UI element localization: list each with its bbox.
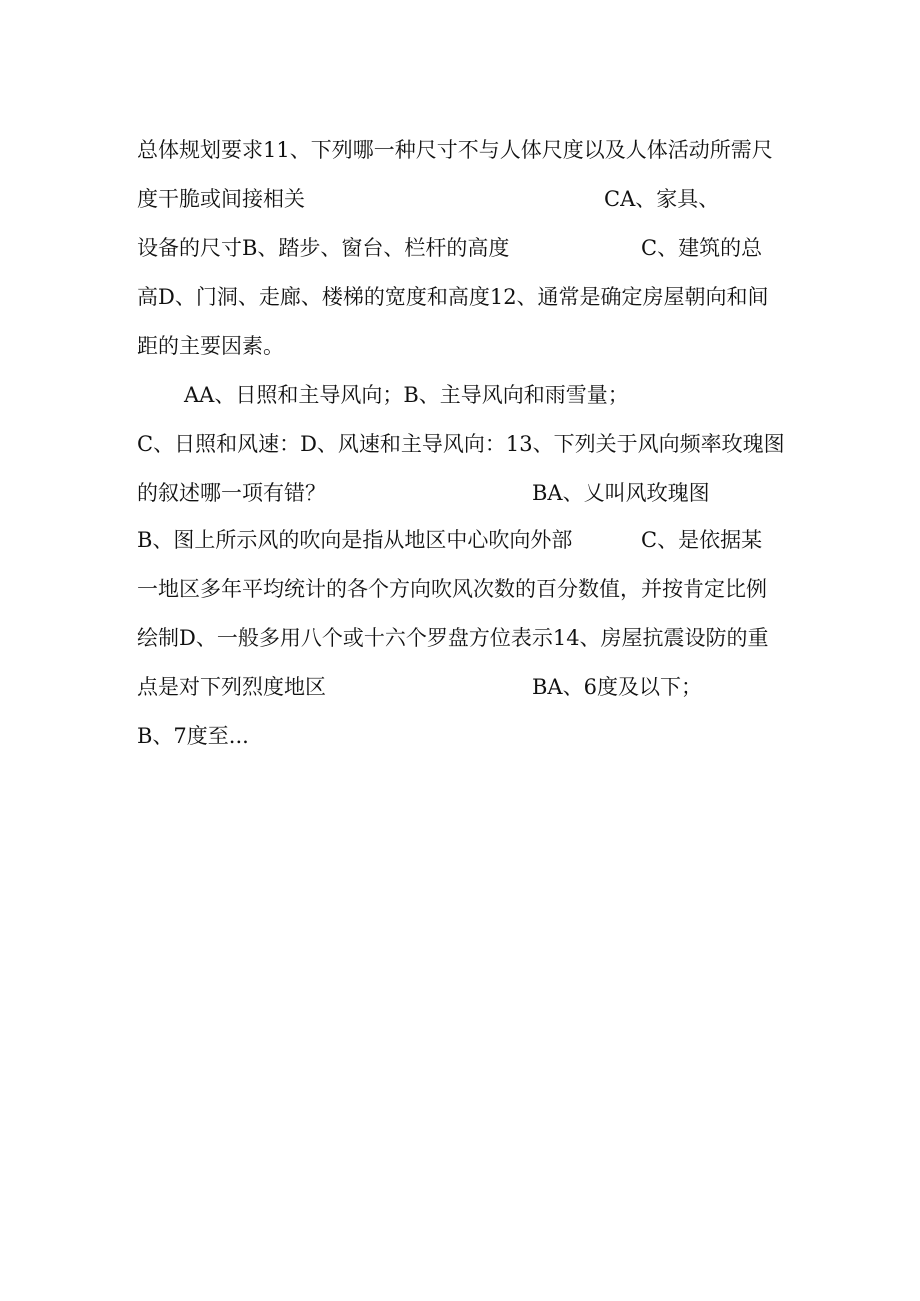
text-line-10 [0,574,767,604]
text-segment: 度干脆或间接相关 [137,187,305,211]
text-segment: 高D、门洞、走廊、楼梯的宽度和高度12、通常是确定房屋朝向和间 [137,285,769,309]
text-segment: AA、日照和主导风向；B、主导风向和雨雪量； [184,383,629,407]
text-segment: BA、6度及以下； [532,675,702,699]
text-line-4 [0,282,769,312]
text-line-5 [0,331,284,361]
text-line-6 [0,380,629,410]
text-line-9 [0,525,763,555]
text-segment: B、7度至... [137,724,249,748]
text-segment: 绘制D、一般多用八个或十六个罗盘方位表示14、房屋抗震设防的重 [137,626,769,650]
text-line-13 [0,721,249,751]
text-line-7 [0,429,785,459]
text-segment: CA、家具、 [604,187,720,211]
text-segment: 一地区多年平均统计的各个方向吹风次数的百分数值，并按肯定比例 [137,577,767,601]
text-line-2 [0,184,720,214]
text-segment: 的叙述哪一项有错？ [137,481,326,505]
text-line-12 [0,672,702,702]
text-segment: C、建筑的总 [641,236,763,260]
text-segment: 设备的尺寸B、踏步、窗台、栏杆的高度 [137,236,510,260]
text-segment: 距的主要因素。 [137,334,284,358]
text-line-8 [0,478,710,508]
text-segment: 点是对下列烈度地区 [137,675,326,699]
text-line-1 [0,135,773,165]
text-segment: 总体规划要求11、下列哪一种尺寸不与人体尺度以及人体活动所需尺 [137,138,773,162]
text-segment: C、是依据某 [641,528,763,552]
text-segment: C、日照和风速：D、风速和主导风向：13、下列关于风向频率玫瑰图 [137,432,785,456]
text-segment: BA、乂叫风玫瑰图 [532,481,710,505]
text-line-11 [0,623,769,653]
text-line-3 [0,233,763,263]
text-segment: B、图上所示风的吹向是指从地区中心吹向外部 [137,528,573,552]
